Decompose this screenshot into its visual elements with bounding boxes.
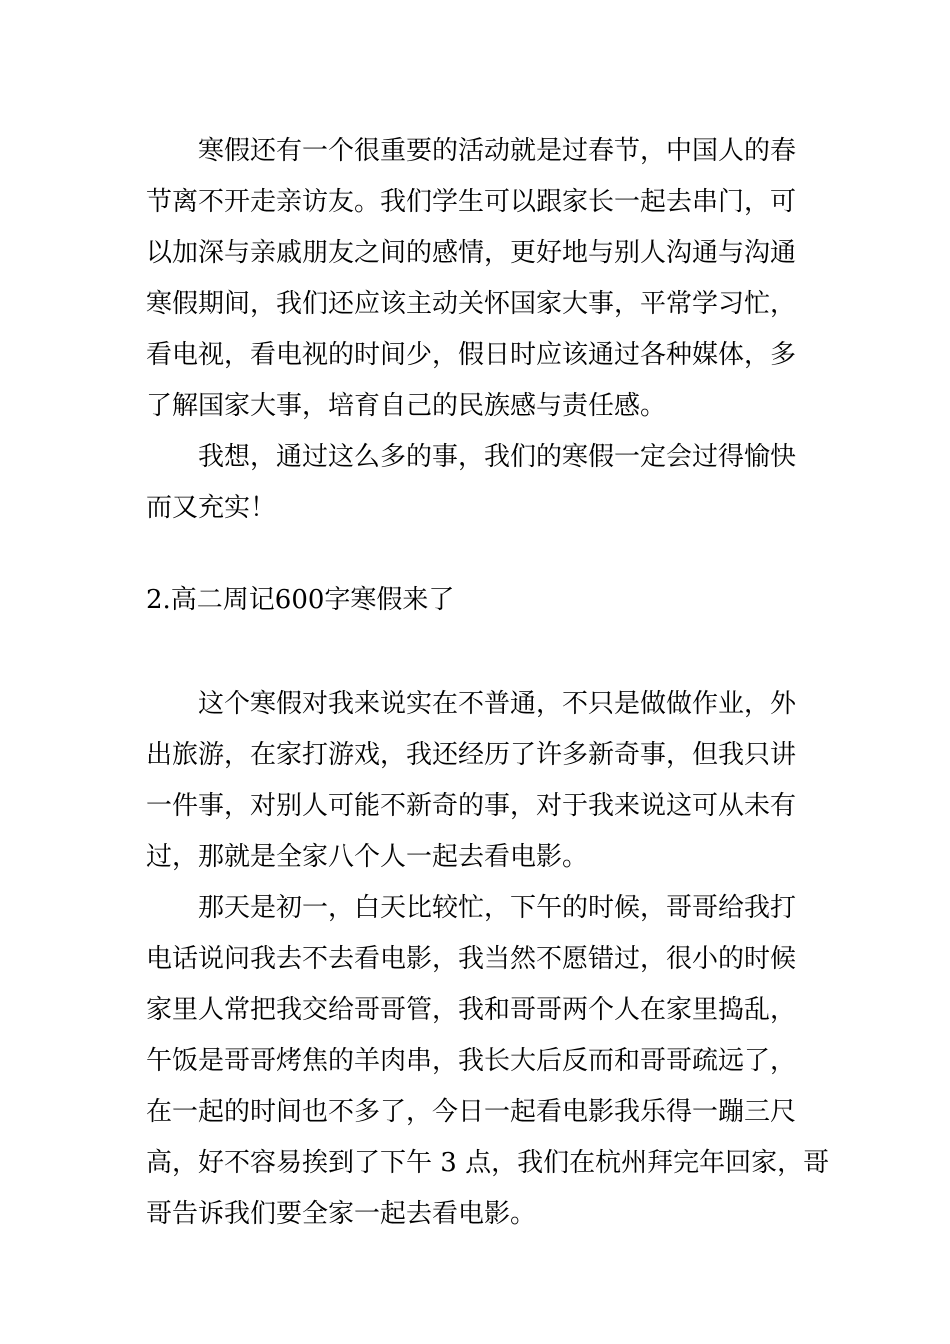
- text-line: 高，好不容易挨到了下午 3 点，我们在杭州拜完年回家，哥: [146, 1148, 830, 1178]
- text-line: 那天是初一，白天比较忙，下午的时候，哥哥给我打: [198, 893, 797, 923]
- essay-section-2: [146, 679, 830, 1240]
- text-line: 而又充实！: [146, 493, 277, 523]
- text-line: 寒假期间，我们还应该主动关怀国家大事，平常学习忙，: [146, 289, 797, 319]
- text-line: 节离不开走亲访友。我们学生可以跟家长一起去串门，可: [146, 187, 797, 217]
- text-line: 出旅游，在家打游戏，我还经历了许多新奇事，但我只讲: [146, 740, 797, 770]
- text-line: 家里人常把我交给哥哥管，我和哥哥两个人在家里捣乱，: [146, 995, 797, 1025]
- text-line: 寒假还有一个很重要的活动就是过春节，中国人的春: [198, 136, 797, 166]
- text-line: 午饭是哥哥烤焦的羊肉串，我长大后反而和哥哥疏远了，: [146, 1046, 797, 1076]
- essay-section-1: [146, 126, 806, 534]
- text-line: 了解国家大事，培育自己的民族感与责任感。: [146, 391, 667, 421]
- text-line: 在一起的时间也不多了，今日一起看电影我乐得一蹦三尺: [146, 1097, 797, 1127]
- paragraph-4: [146, 883, 830, 1240]
- section-heading: 2.高二周记600字寒假来了: [146, 585, 455, 615]
- text-line: 我想，通过这么多的事，我们的寒假一定会过得愉快: [198, 442, 797, 472]
- paragraph-2: [146, 432, 806, 534]
- text-line: 看电视，看电视的时间少，假日时应该通过各种媒体，多: [146, 340, 797, 370]
- paragraph-1: [146, 126, 806, 432]
- text-line: 电话说问我去不去看电影，我当然不愿错过，很小的时候: [146, 944, 797, 974]
- paragraph-3: [146, 679, 806, 883]
- text-line: 一件事，对别人可能不新奇的事，对于我来说这可从未有: [146, 791, 797, 821]
- text-line: 哥告诉我们要全家一起去看电影。: [146, 1199, 537, 1229]
- text-line: 过，那就是全家八个人一起去看电影。: [146, 842, 589, 872]
- text-line: 这个寒假对我来说实在不普通，不只是做做作业，外: [198, 689, 797, 719]
- text-line: 以加深与亲戚朋友之间的感情，更好地与别人沟通与沟通: [146, 238, 797, 268]
